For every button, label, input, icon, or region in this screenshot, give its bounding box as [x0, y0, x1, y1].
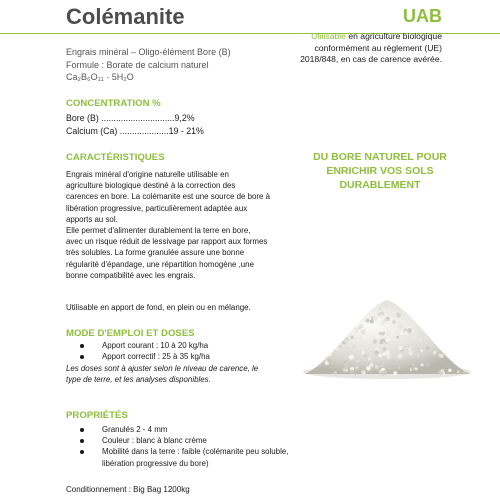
dosage-list	[66, 340, 292, 362]
property-item: Granulés 2 - 4 mm	[66, 424, 306, 435]
concentration-row-calcium: Calcium (Ca) ....................19 - 21%	[66, 126, 204, 136]
granule	[396, 336, 399, 339]
granule	[355, 365, 359, 369]
granule	[319, 364, 322, 367]
granule	[381, 321, 386, 326]
ident-line: Engrais minéral – Oligo-élément Bore (B)	[66, 47, 231, 57]
characteristics-line: bonne compatibilité avec les engrais.	[66, 270, 196, 280]
granule	[387, 330, 392, 335]
granule	[408, 348, 411, 351]
granule	[424, 336, 427, 339]
granule	[400, 333, 403, 336]
granule	[343, 360, 346, 363]
granule	[376, 327, 380, 331]
granule	[368, 358, 371, 361]
granule	[370, 320, 374, 324]
granule	[408, 351, 413, 356]
granule	[382, 370, 387, 375]
granule	[383, 353, 386, 356]
granule	[366, 366, 371, 371]
granule	[369, 363, 373, 367]
characteristics-line: Elle permet d'alimenter durablement la terre en bore,	[66, 226, 251, 236]
granule	[361, 330, 366, 335]
granule	[378, 340, 380, 342]
granule	[344, 364, 348, 368]
granule	[463, 371, 466, 374]
granule	[412, 363, 415, 366]
dosage-item: Apport correctif : 25 à 35 kg/ha	[66, 351, 292, 362]
granule	[404, 328, 407, 331]
characteristics-line: Engrais minéral d'origine naturelle utilisable en	[66, 170, 229, 179]
packaging-text: Conditionnement : Big Bag 1200kg	[66, 485, 190, 494]
characteristics-line: régularité d'épandage, une répartition homogène ,une	[66, 259, 254, 269]
property-item: Mobilité dans la terre : faible (colémanite peu soluble, libération progressive du bore)	[66, 446, 306, 468]
granule	[365, 318, 369, 322]
granule	[349, 355, 354, 360]
granule	[352, 345, 356, 349]
granule	[426, 346, 430, 350]
properties-heading: PROPRIÉTÉS	[66, 410, 128, 421]
dosage-note	[66, 363, 296, 385]
granule	[375, 365, 379, 369]
granule	[415, 367, 418, 370]
granule	[392, 359, 397, 364]
granule	[414, 352, 419, 357]
usage-text: Utilisable en apport de fond, en plein ou en mélange.	[66, 303, 251, 312]
granule	[379, 332, 382, 335]
granule	[381, 339, 385, 343]
granule	[339, 353, 342, 356]
granule	[382, 347, 386, 351]
granule	[441, 369, 445, 373]
granule	[385, 304, 388, 307]
pile-body	[305, 300, 470, 374]
granule	[396, 313, 401, 318]
granule	[354, 373, 356, 375]
granule	[407, 328, 412, 333]
granule	[373, 340, 376, 343]
slogan-line: DU BORE NATUREL POUR	[313, 151, 447, 163]
granule	[354, 327, 359, 332]
granules-pile-image	[300, 290, 475, 380]
granule	[385, 350, 390, 355]
product-title: Colémanite	[66, 4, 185, 29]
granule	[350, 336, 353, 339]
granule	[327, 359, 331, 363]
granule	[398, 367, 400, 369]
granule	[374, 350, 379, 355]
characteristics-line: carences en bore. La colémanite est une source de bore à	[66, 192, 270, 202]
characteristics-heading: CARACTÉRISTIQUES	[66, 152, 165, 163]
product-identification	[66, 46, 231, 84]
uab-line: conformément au règlement (UE)	[314, 42, 442, 53]
properties-list	[66, 424, 306, 469]
uab-statement	[262, 31, 442, 66]
dosage-heading: MODE D'EMPLOI ET DOSES	[66, 328, 195, 339]
property-item: Couleur : blanc à blanc crème	[66, 435, 306, 446]
granule	[344, 339, 348, 343]
characteristics-line: avec un risque réduit de lessivage par rapport aux formes	[66, 237, 268, 247]
slogan	[305, 150, 455, 192]
concentration-row-boron: Bore (B) ..............................9,2%	[66, 113, 195, 123]
granule	[410, 368, 413, 371]
dosage-note-line: Les doses sont à ajuster selon le niveau de carence, le	[66, 364, 259, 373]
granule	[393, 371, 397, 375]
characteristics-line: libération progressive, particulièrement adaptée aux	[66, 203, 248, 213]
granule	[379, 354, 382, 357]
granule	[439, 354, 443, 358]
granule	[361, 370, 366, 375]
granule	[343, 368, 346, 371]
granule	[373, 316, 378, 321]
granule	[327, 352, 331, 356]
granule	[398, 324, 403, 329]
granule	[378, 362, 382, 366]
granule	[420, 363, 423, 366]
granule	[415, 346, 420, 351]
uab-line: en agriculture biologique	[348, 31, 442, 41]
granule	[376, 336, 380, 340]
granule	[421, 346, 424, 349]
slogan-line: ENRICHIR VOS SOLS	[326, 165, 434, 177]
granule	[359, 324, 363, 328]
granule	[398, 354, 403, 359]
granule	[377, 313, 381, 317]
granule	[448, 369, 451, 372]
granule	[386, 338, 390, 342]
granule	[392, 320, 395, 323]
granule	[381, 332, 384, 335]
granule	[379, 307, 382, 310]
slogan-line: DURABLEMENT	[339, 179, 421, 191]
dosage-item: Apport courant : 10 à 20 kg/ha	[66, 340, 292, 351]
granule	[350, 369, 354, 373]
characteristics-text	[66, 169, 288, 281]
characteristics-line: agriculture biologique destiné à la correction des	[66, 181, 236, 191]
granule	[457, 370, 460, 373]
granule	[425, 363, 429, 367]
granule	[361, 351, 365, 355]
granule	[390, 317, 393, 320]
characteristics-line: très solubles. La forme granulée assure une bonne	[66, 248, 245, 258]
characteristics-line: apports au sol.	[66, 214, 118, 224]
granule	[387, 355, 391, 359]
uab-highlight: Utilisable	[311, 31, 346, 41]
granule	[398, 343, 401, 346]
ident-line: Ca₂B₆O₁₁ · 5H₂O	[66, 72, 134, 82]
dosage-note-line: type de terre, et les analyses disponibles.	[66, 375, 211, 385]
granule	[419, 339, 422, 342]
granule	[388, 365, 393, 370]
granule	[334, 371, 338, 375]
uab-line: 2018/848, en cas de carence avérée.	[300, 54, 442, 64]
granule	[420, 349, 423, 352]
granule	[356, 359, 360, 363]
granule	[434, 351, 437, 354]
granule	[411, 335, 416, 340]
granule	[339, 345, 342, 348]
granule	[399, 346, 403, 350]
ident-line: Formule : Borate de calcium naturel	[66, 59, 209, 70]
uab-badge: UAB	[403, 6, 442, 26]
granule	[336, 348, 339, 351]
granule	[359, 337, 362, 340]
concentration-heading: CONCENTRATION %	[66, 98, 161, 109]
